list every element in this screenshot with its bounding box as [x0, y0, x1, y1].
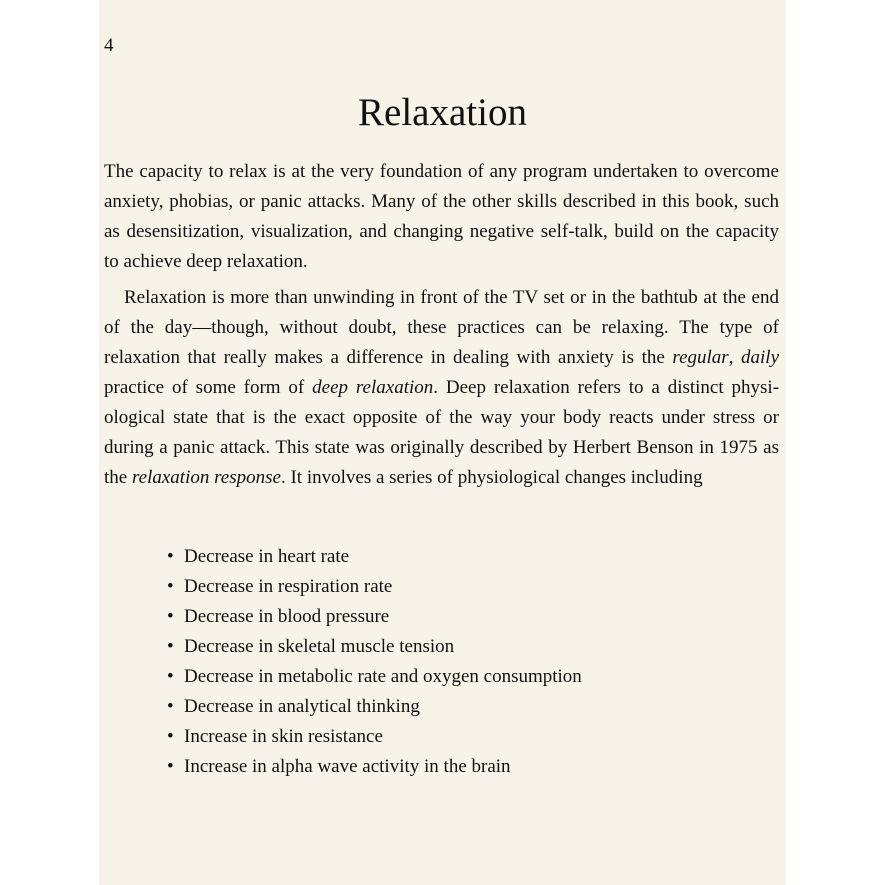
- list-item-text: Decrease in metabolic rate and oxygen consumption: [184, 666, 582, 687]
- bullet-icon: •: [167, 576, 174, 597]
- list-item: [167, 722, 582, 752]
- bullet-icon: •: [167, 606, 174, 627]
- bullet-icon: •: [167, 756, 174, 777]
- bullet-icon: •: [167, 726, 174, 747]
- list-item: [167, 602, 582, 632]
- list-item: [167, 752, 582, 782]
- list-item: [167, 662, 582, 692]
- paragraph-2: [104, 283, 779, 493]
- list-item-text: Increase in skin resistance: [184, 726, 383, 747]
- bullet-icon: •: [167, 546, 174, 567]
- list-item-text: Decrease in respiration rate: [184, 576, 393, 597]
- paragraph-2-text: . It involves a series of physiological changes including: [280, 467, 703, 488]
- physiological-changes-list: [167, 542, 582, 782]
- emphasis-regular: regular: [672, 347, 729, 368]
- list-item: [167, 572, 582, 602]
- emphasis-daily: daily: [741, 347, 780, 368]
- list-item: [167, 542, 582, 572]
- chapter-title: Relaxation: [358, 91, 527, 134]
- paragraph-1: [104, 157, 779, 277]
- book-page: [99, 0, 786, 885]
- paragraph-2-text: practice of some form of: [104, 377, 313, 398]
- list-item-text: Decrease in skeletal muscle tension: [184, 636, 455, 657]
- paragraph-2-text: ,: [728, 347, 742, 368]
- list-item-text: Increase in alpha wave activity in the brain: [184, 756, 511, 777]
- paragraph-2-text: Relaxation is more than unwinding in front of the TV set or in the bathtub at the end of the day—though, without doubt, these practices can be relaxing. The type of relaxation that really makes a difference in dealing with anxiety is the: [104, 287, 779, 368]
- list-item: [167, 692, 582, 722]
- emphasis-relaxation-response: relaxation response: [131, 467, 281, 488]
- bullet-icon: •: [167, 636, 174, 657]
- list-item-text: Decrease in heart rate: [184, 546, 350, 567]
- list-item: [167, 632, 582, 662]
- bullet-icon: •: [167, 696, 174, 717]
- paragraph-2-text: . Deep relaxation refers to a distinct physiological state that is the exact opposite of the way your body reacts under stress or during a panic attack. This state was originally described by Herbert Benson in 1975 as the: [104, 377, 780, 488]
- list-item-text: Decrease in blood pressure: [184, 606, 390, 627]
- bullet-icon: •: [167, 666, 174, 687]
- body-text: [104, 157, 779, 493]
- page-number: 4: [104, 35, 114, 56]
- paragraph-1-text: The capacity to relax is at the very foundation of any program undertaken to overcome anxiety, phobias, or panic attacks. Many of the other skills described in this book, such as desensitization, visualization, and changing negative self-talk, build on the capacity to achieve deep relaxation.: [104, 161, 779, 272]
- list-item-text: Decrease in analytical thinking: [184, 696, 420, 717]
- emphasis-deep-relaxation: deep relaxation: [312, 377, 434, 398]
